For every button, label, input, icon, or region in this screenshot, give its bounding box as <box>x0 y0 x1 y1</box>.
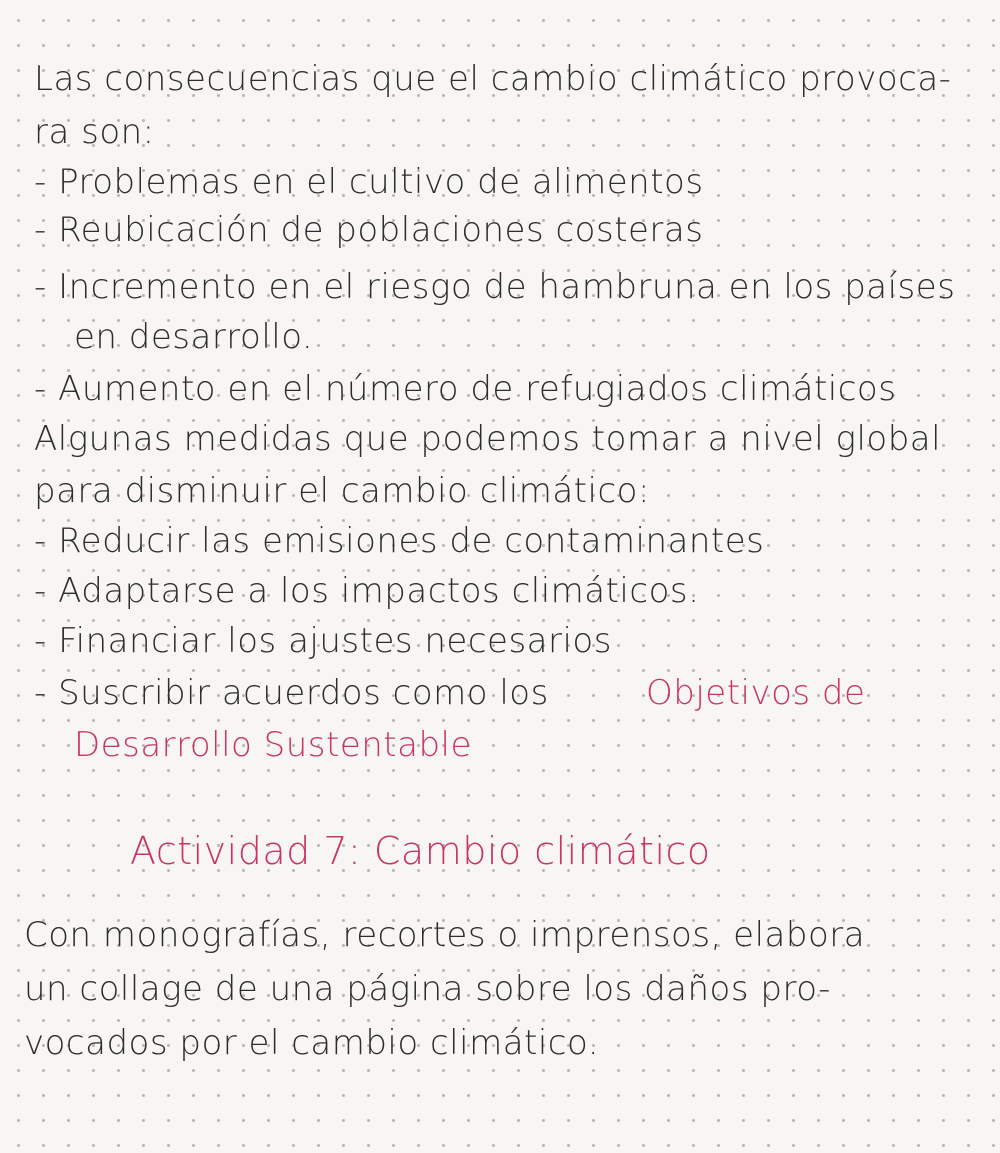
consequences-intro-line2: ra son: <box>34 112 155 152</box>
consequence-item-crops: - Problemas en el cultivo de alimentos <box>34 162 704 202</box>
consequence-item-famine: - Incremento en el riesgo de hambruna en los países <box>34 267 956 307</box>
measure-item-emissions: - Reducir las emisiones de contaminantes <box>34 521 765 561</box>
measure-item-finance: - Financiar los ajustes necesarios <box>34 621 612 661</box>
sdg-highlight-part1: Objetivos de <box>646 673 866 713</box>
consequence-item-relocation: - Reubicación de poblaciones costeras <box>34 210 704 250</box>
measures-intro-line1: Algunas medidas que podemos tomar a nivel global <box>34 419 942 459</box>
consequence-item-refugees: - Aumento en el número de refugiados climáticos <box>34 369 897 409</box>
consequence-item-famine-continuation: en desarrollo. <box>74 317 314 357</box>
measure-item-adapt: - Adaptarse a los impactos climáticos. <box>34 571 700 611</box>
measure-item-agreements: - Suscribir acuerdos como los <box>34 673 549 713</box>
activity-title: Actividad 7: Cambio climático <box>130 829 711 873</box>
activity-body-line1: Con monografías, recortes o imprensos, elabora <box>24 915 866 955</box>
activity-body-line3: vocados por el cambio climático. <box>24 1023 600 1063</box>
sdg-highlight-part2: Desarrollo Sustentable <box>74 725 472 765</box>
consequences-intro-line1: Las consecuencias que el cambio climático provoca- <box>34 59 952 99</box>
measures-intro-line2: para disminuir el cambio climático: <box>34 471 650 511</box>
activity-body-line2: un collage de una página sobre los daños pro- <box>24 969 831 1009</box>
